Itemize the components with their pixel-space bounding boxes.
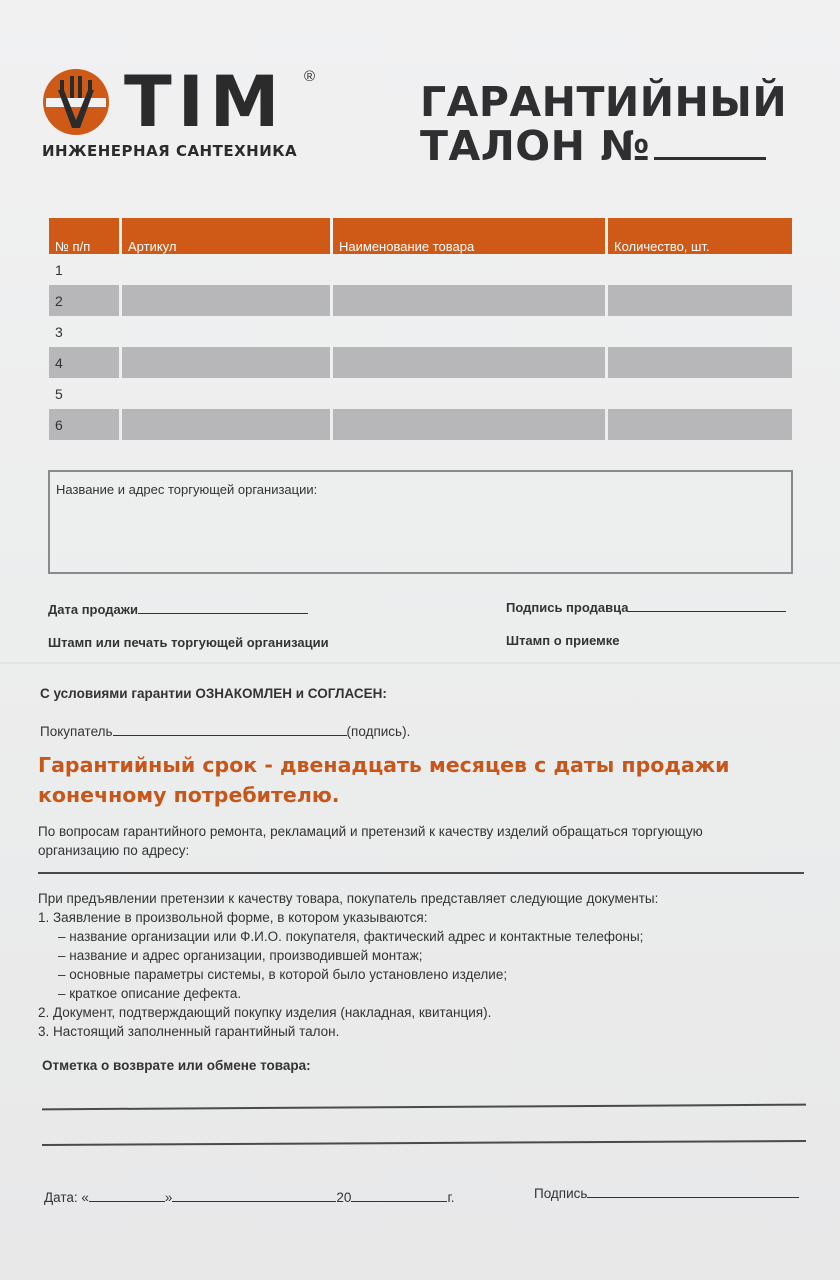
trade-organization-label: Название и адрес торгующей организации: bbox=[56, 482, 318, 497]
contact-line2: организацию по адресу: bbox=[38, 843, 190, 858]
table-row bbox=[49, 347, 792, 378]
buyer-sign-suffix: (подпись). bbox=[346, 724, 411, 739]
buyer-label: Покупатель bbox=[40, 724, 113, 739]
row-number: 1 bbox=[55, 261, 63, 278]
documents-item2: 2. Документ, подтверждающий покупку изделия (накладная, квитанция). bbox=[38, 1005, 492, 1020]
article-cell[interactable] bbox=[122, 378, 330, 409]
stamp-accept-label: Штамп о приемке bbox=[506, 633, 620, 648]
contact-line1: По вопросам гарантийного ремонта, рекламаций и претензий к качеству изделий обращаться торгующую bbox=[38, 824, 703, 839]
footer-signature-label: Подпись bbox=[534, 1186, 588, 1201]
footer-year-prefix: 20 bbox=[336, 1190, 352, 1205]
seller-signature-field bbox=[506, 598, 786, 615]
card-number-blank[interactable] bbox=[654, 127, 766, 160]
table-row bbox=[49, 285, 792, 316]
quantity-cell[interactable] bbox=[608, 316, 792, 347]
documents-item3: 3. Настоящий заполненный гарантийный талон. bbox=[38, 1024, 340, 1039]
article-cell[interactable] bbox=[122, 285, 330, 316]
row-number: 6 bbox=[49, 409, 119, 440]
col-header-quantity: Количество, шт. bbox=[608, 218, 792, 254]
title-line1: ГАРАНТИЙНЫЙ bbox=[420, 78, 788, 126]
product-name-cell[interactable] bbox=[333, 347, 605, 378]
row-number: 5 bbox=[55, 385, 63, 402]
brand-subtitle: ИНЖЕНЕРНАЯ САНТЕХНИКА bbox=[42, 142, 298, 160]
col-header-article: Артикул bbox=[122, 218, 330, 254]
sale-date-label: Дата продажи bbox=[48, 602, 138, 617]
quantity-cell[interactable] bbox=[608, 409, 792, 440]
product-name-cell[interactable] bbox=[333, 285, 605, 316]
buyer-field bbox=[40, 722, 410, 739]
documents-sub1: – название организации или Ф.И.О. покупателя, фактический адрес и контактные телефоны; bbox=[58, 929, 644, 944]
table-row bbox=[49, 378, 792, 409]
paper-fold bbox=[0, 662, 840, 664]
footer-year-suffix: г. bbox=[447, 1190, 455, 1205]
footer-date-field bbox=[44, 1188, 454, 1205]
table-header-row bbox=[49, 218, 792, 254]
title-line2-text: ТАЛОН № bbox=[420, 122, 651, 170]
documents-item1: 1. Заявление в произвольной форме, в котором указываются: bbox=[38, 910, 428, 925]
sale-date-blank[interactable] bbox=[138, 600, 308, 614]
footer-day-blank[interactable] bbox=[89, 1188, 165, 1202]
row-number: 2 bbox=[49, 285, 119, 316]
warranty-period-statement bbox=[38, 750, 729, 810]
product-table bbox=[46, 218, 795, 440]
address-line[interactable] bbox=[38, 872, 804, 874]
documents-sub3: – основные параметры системы, в которой было установлено изделие; bbox=[58, 967, 508, 982]
warranty-line2: конечному потребителю. bbox=[38, 783, 340, 807]
buyer-signature-blank[interactable] bbox=[113, 722, 347, 736]
documents-sub4: – краткое описание дефекта. bbox=[58, 986, 242, 1001]
footer-year-blank[interactable] bbox=[351, 1188, 447, 1202]
table-row bbox=[49, 254, 792, 285]
stamp-org-label: Штамп или печать торгующей организации bbox=[48, 635, 329, 650]
quantity-cell[interactable] bbox=[608, 254, 792, 285]
agreement-label: С условиями гарантии ОЗНАКОМЛЕН и СОГЛАСЕН: bbox=[40, 686, 387, 701]
contact-text bbox=[38, 822, 703, 860]
seller-signature-blank[interactable] bbox=[628, 598, 786, 612]
table-row bbox=[49, 316, 792, 347]
seller-signature-label: Подпись продавца bbox=[506, 600, 629, 615]
footer-quote-close: » bbox=[164, 1190, 173, 1205]
article-cell[interactable] bbox=[122, 316, 330, 347]
product-name-cell[interactable] bbox=[333, 254, 605, 285]
product-name-cell[interactable] bbox=[333, 378, 605, 409]
footer-date-label: Дата: « bbox=[44, 1190, 89, 1205]
col-header-product-name: Наименование товара bbox=[333, 218, 605, 254]
col-header-number: № п/п bbox=[49, 218, 119, 254]
sale-date-field bbox=[48, 600, 308, 617]
footer-signature-blank[interactable] bbox=[587, 1184, 799, 1198]
product-name-cell[interactable] bbox=[333, 316, 605, 347]
row-number: 4 bbox=[49, 347, 119, 378]
article-cell[interactable] bbox=[122, 409, 330, 440]
trade-organization-box[interactable] bbox=[48, 470, 793, 574]
article-cell[interactable] bbox=[122, 254, 330, 285]
required-documents-list bbox=[38, 889, 658, 1041]
return-exchange-label: Отметка о возврате или обмене товара: bbox=[42, 1058, 311, 1073]
table-row bbox=[49, 409, 792, 440]
quantity-cell[interactable] bbox=[608, 378, 792, 409]
page-title bbox=[420, 80, 787, 168]
footer-month-blank[interactable] bbox=[172, 1188, 336, 1202]
article-cell[interactable] bbox=[122, 347, 330, 378]
quantity-cell[interactable] bbox=[608, 285, 792, 316]
row-number: 3 bbox=[55, 323, 63, 340]
warranty-line1: Гарантийный срок - двенадцать месяцев с даты продажи bbox=[38, 753, 730, 777]
title-line2 bbox=[420, 122, 766, 170]
brand-logo bbox=[42, 61, 342, 164]
documents-sub2: – название и адрес организации, производившей монтаж; bbox=[58, 948, 423, 963]
brand-name: TIM bbox=[124, 61, 286, 143]
registered-mark: ® bbox=[304, 68, 316, 85]
product-name-cell[interactable] bbox=[333, 409, 605, 440]
quantity-cell[interactable] bbox=[608, 347, 792, 378]
footer-signature-field bbox=[534, 1184, 799, 1201]
brand-emblem-icon bbox=[42, 68, 110, 136]
documents-intro: При предъявлении претензии к качеству товара, покупатель представляет следующие документы: bbox=[38, 891, 659, 906]
